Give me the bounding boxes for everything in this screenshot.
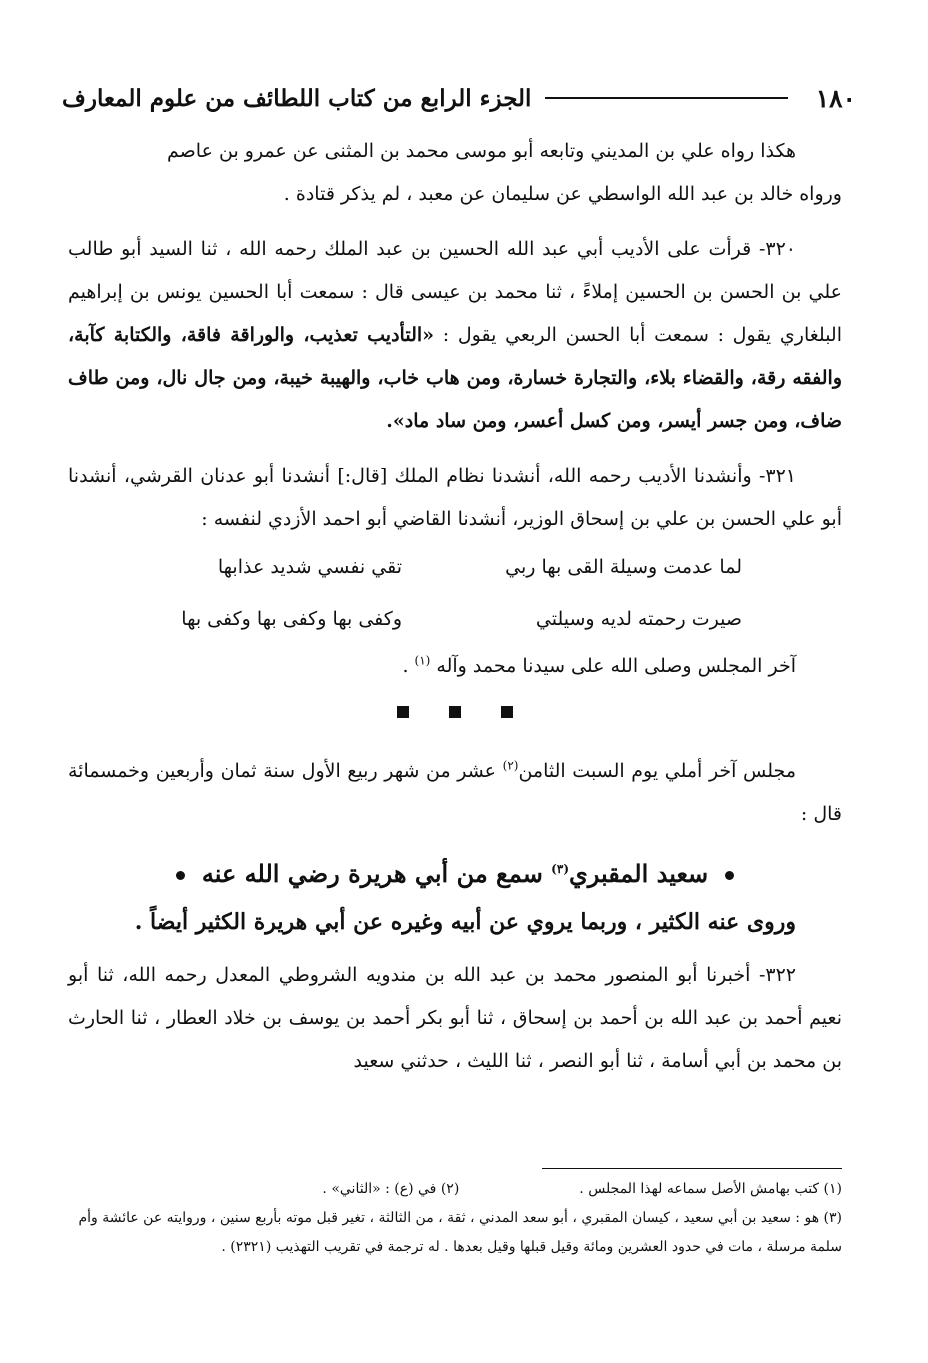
- closing-text: آخر المجلس وصلى الله على سيدنا محمد وآله: [436, 655, 796, 677]
- verse-first-hemistich: لما عدمت وسيلة القى بها ربي: [505, 555, 742, 578]
- separator-square-icon: [449, 706, 461, 718]
- bullet-icon: [725, 871, 734, 880]
- section-heading: [68, 852, 842, 895]
- section-separator: [68, 706, 842, 736]
- heading-text: سمع من أبي هريرة رضي الله عنه: [201, 859, 543, 888]
- paragraph-text: ٣٢٠- قرأت على الأديب أبي عبد الله الحسين بن عبد الملك رحمه الله ، ثنا السيد أبو طالب علي بن الحسن بن الحسين إملاءً ، ثنا محمد بن عيسى قال : سمعت أبا الحسين يونس بن إبراهيم البلغاري يقول : سمعت أبا الحسن الربعي يقول :: [68, 238, 842, 346]
- paragraph-320: [68, 228, 842, 443]
- heading-text: سعيد المقبري: [569, 859, 709, 888]
- paragraph-opening: [68, 130, 842, 216]
- paragraph-line: هكذا رواه علي بن المديني وتابعه أبو موسى محمد بن المثنى عن عمرو بن عاصم: [167, 140, 796, 162]
- footnote-ref: (١): [414, 653, 431, 668]
- verse-second-hemistich: وكفى بها وكفى بها وكفى بها: [181, 607, 402, 630]
- paragraph-321: ٣٢١- وأنشدنا الأديب رحمه الله، أنشدنا نظام الملك [قال:] أنشدنا أبو عدنان القرشي، أنشدنا أبو علي الحسن بن علي بن إسحاق الوزير، أنشدنا القاضي أبو احمد الأزدي لنفسه :: [68, 465, 842, 530]
- verse-line: [68, 541, 842, 593]
- paragraph-322: ٣٢٢- أخبرنا أبو المنصور محمد بن عبد الله بن مندويه الشروطي المعدل رحمه الله، ثنا أبو نعيم أحمد بن عبد الله بن أحمد بن إسحاق ، ثنا أبو بكر أحمد بن يوسف بن خلاد العطار ، ثنا الحارث بن محمد بن أبي أسامة ، ثنا أبو النصر ، ثنا الليث ، حدثني سعيد: [68, 964, 842, 1072]
- footnote-row: [64, 1175, 842, 1204]
- footnote-2: (٢) في (ع) : «الثاني» .: [322, 1181, 460, 1197]
- footnote-ref: (٣): [551, 862, 569, 876]
- section-subheading: وروى عنه الكثير ، وربما يروي عن أبيه وغيره عن أبي هريرة الكثير أيضاً .: [134, 909, 796, 935]
- paragraph-line: ورواه خالد بن عبد الله الواسطي عن سليمان عن معبد ، لم يذكر قتادة .: [283, 183, 842, 205]
- main-text: [68, 130, 842, 1083]
- bullet-icon: [176, 871, 185, 880]
- verse-first-hemistich: صيرت رحمته لديه وسيلتي: [535, 607, 742, 630]
- majlis-text: مجلس آخر أملي يوم السبت الثامن: [518, 760, 797, 782]
- separator-square-icon: [397, 706, 409, 718]
- page-number: ١٨٠: [815, 83, 856, 113]
- verse-second-hemistich: تقي نفسي شديد عذابها: [217, 555, 402, 578]
- footnote-1: (١) كتب بهامش الأصل سماعه لهذا المجلس .: [579, 1181, 842, 1197]
- footnote-3: (٣) هو : سعيد بن أبي سعيد ، كيسان المقبري ، أبو سعد المدني ، ثقة ، من الثالثة ، تغير قبل موته بأربع سنين ، وروايته عن عائشة وأم سلمة مرسلة ، مات في حدود العشرين ومائة وقيل قبلها وقيل بعدها . له ترجمة في تقريب التهذيب (٢٣٢١) .: [78, 1210, 842, 1255]
- closing-period: .: [402, 655, 409, 677]
- footnote-rule: [542, 1168, 842, 1169]
- footnotes: [64, 1168, 842, 1262]
- running-title: الجزء الرابع من كتاب اللطائف من علوم المعارف: [62, 84, 532, 112]
- verse-line: [68, 593, 842, 645]
- separator-square-icon: [501, 706, 513, 718]
- quoted-saying: «التأديب تعذيب، والوراقة فاقة، والكتابة كآبة، والفقه رقة، والقضاء بلاء، والتجارة خسارة، ومن هاب خاب، والهيبة خيبة، ومن جال نال، ومن طاف ضاف، ومن جسر أيسر، ومن كسل أعسر، ومن ساد ماد».: [68, 324, 842, 432]
- closing-line: [68, 645, 842, 688]
- footnote-ref: (٢): [502, 758, 519, 773]
- header-rule: [545, 97, 787, 99]
- page-header: [62, 78, 856, 118]
- majlis-intro: [68, 750, 842, 836]
- majlis-text: عشر من شهر ربيع الأول سنة ثمان وأربعين وخمسمائة قال :: [68, 760, 842, 825]
